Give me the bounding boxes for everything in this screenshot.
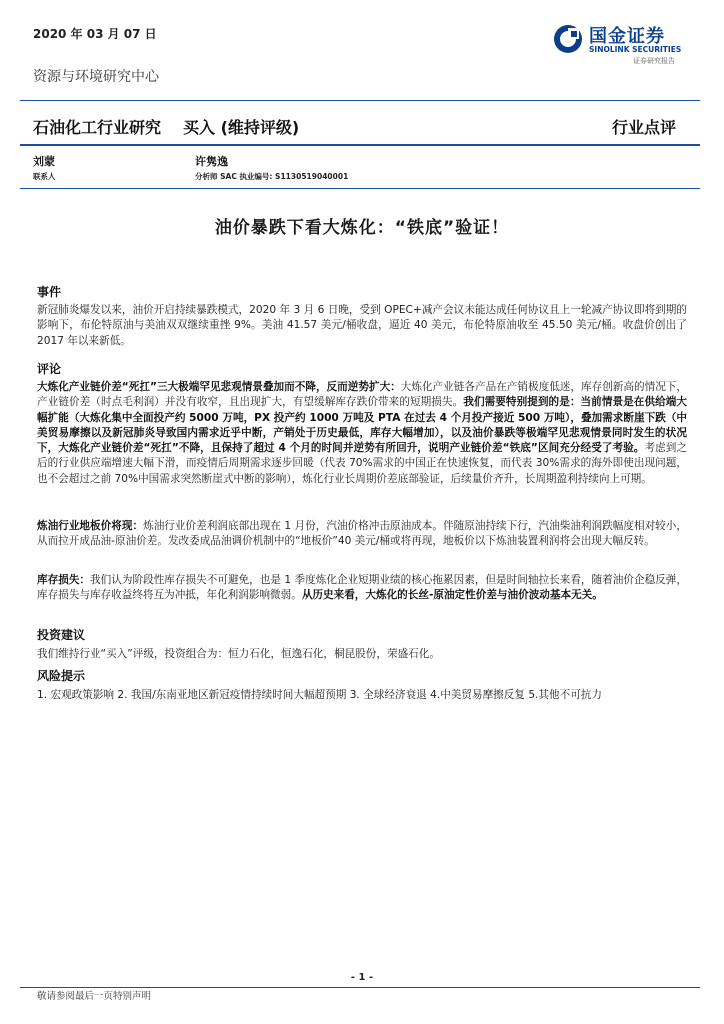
- analyst-role: 分析师 SAC 执业编号: S1130519040001: [195, 172, 349, 181]
- section-heading-risk: 风险提示: [37, 669, 86, 683]
- section-heading-comment: 评论: [37, 362, 62, 376]
- comment-text-3: 炼油行业价差利润底部出现在 1 月份，汽油价格冲击原油成本。伴随原油持续下行，汽油柴油利润跌幅度相对较小，从而拉开成品油-原油价差。发改委成品油调价机制中的“地板价”40 美元/桶或将再现，地板价以下炼油装置利润将会出现大幅反转。: [37, 520, 687, 548]
- comment-paragraph-1: [37, 380, 687, 487]
- comment-lead-2: 炼油行业地板价将现：: [37, 520, 144, 532]
- comment-paragraph-3: [37, 573, 687, 604]
- analyst-role: 联系人: [33, 172, 56, 181]
- comment-text-2: 考虑到之后的行业供应端增速大幅下滑，而疫情后周期需求逐步回暖（代表 70%需求的中国正在快速恢复，而代表 30%需求的海外即使出现问题，也不会超过之前 70%中国需求突然断崖式中断的影响），炼化行业长周期价差底部验证，后续量价齐升，长周期盈利持续向上可期。: [37, 442, 688, 485]
- banner-divider: [20, 144, 700, 146]
- section-heading-advice: 投资建议: [37, 628, 86, 642]
- comment-text-4: 我们认为阶段性库存损失不可避免，也是 1 季度炼化企业短期业绩的核心拖累因素，但是时间轴拉长来看，随着油价企稳反弹，库存损失与库存收益终将互为冲抵，年化利润影响微弱。: [37, 574, 687, 602]
- page-number: - 1 -: [350, 972, 374, 983]
- rating-label: 买入 (维持评级): [183, 118, 300, 137]
- logo-subtitle: 证券研究报告: [633, 57, 675, 65]
- report-date: 2020 年 03 月 07 日: [33, 27, 157, 41]
- comment-paragraph-2: [37, 519, 687, 550]
- logo-text-cn: 国金证券: [589, 26, 665, 47]
- comment-emphasis: 我们需要特别提到的是：当前情景是在供给端大幅扩能（大炼化集中全面投产约 5000 万吨，PX 投产约 1000 万吨及 PTA 在过去 4 个月投产接近 500 万吨），叠加需求断崖下跌（中美贸易摩擦以及新冠肺炎导致国内需求近乎中断，产销处于历史最低，库存大幅增加），以及油价暴跌等极端罕见悲观情景同时发生的状况下，大炼化产业链价差“死扛”不降，且保持了超过 4 个月的时间并逆势有所回升，说明产业链价差“铁底”区间充分经受了考验。: [37, 396, 688, 455]
- research-center: 资源与环境研究中心: [33, 69, 159, 85]
- risk-paragraph: 1. 宏观政策影响 2. 我国/东南亚地区新冠疫情持续时间大幅超预期 3. 全球经济衰退 4.中美贸易摩擦反复 5.其他不可抗力: [37, 689, 602, 701]
- report-title: 油价暴跌下看大炼化：“铁底”验证！: [214, 218, 510, 238]
- logo-text-en: SINOLINK SECURITIES: [589, 45, 682, 54]
- analyst-card: [195, 153, 348, 182]
- analyst-card: [33, 153, 56, 182]
- comment-lead-1: 大炼化产业链价差“死扛”三大极端罕见悲观情景叠加而不降，反而逆势扩大：: [37, 381, 401, 393]
- industry-title: 石油化工行业研究: [33, 118, 162, 137]
- analyst-divider: [20, 188, 700, 189]
- comment-conclusion: 从历史来看，大炼化的长丝-原油定性价差与油价波动基本无关。: [301, 589, 603, 602]
- industry-banner: [33, 115, 299, 138]
- footer-disclaimer: 敬请参阅最后一页特别声明: [37, 991, 152, 1002]
- report-type: 行业点评: [612, 118, 677, 137]
- section-heading-event: 事件: [37, 285, 62, 299]
- advice-paragraph: 我们维持行业“买入”评级，投资组合为：恒力石化，恒逸石化，桐昆股份，荣盛石化。: [37, 648, 440, 660]
- comment-lead-3: 库存损失：: [37, 574, 91, 586]
- analyst-name: 许隽逸: [195, 155, 228, 168]
- event-paragraph: 新冠肺炎爆发以来，油价开启持续暴跌模式，2020 年 3 月 6 日晚，受到 OPEC+减产会议未能达成任何协议且上一轮减产协议即将到期的影响下，布伦特原油与美油双双继续重挫 9%。美油 41.57 美元/桶收盘，逼近 40 美元，布伦特原油收至 45.50 美元/桶。收盘价创出了 2017 年以来新低。: [37, 304, 687, 347]
- company-logo: [553, 22, 693, 68]
- analyst-name: 刘蒙: [33, 155, 55, 168]
- header-divider: [20, 100, 700, 101]
- logo-mark-icon: [553, 24, 583, 54]
- comment-text-1: 大炼化产业链各产品在产销极度低迷，库存创新高的情况下，产业链价差（时点毛利润）并没有收窄，且出现扩大，有望缓解库存跌价带来的短期损失。: [37, 381, 687, 409]
